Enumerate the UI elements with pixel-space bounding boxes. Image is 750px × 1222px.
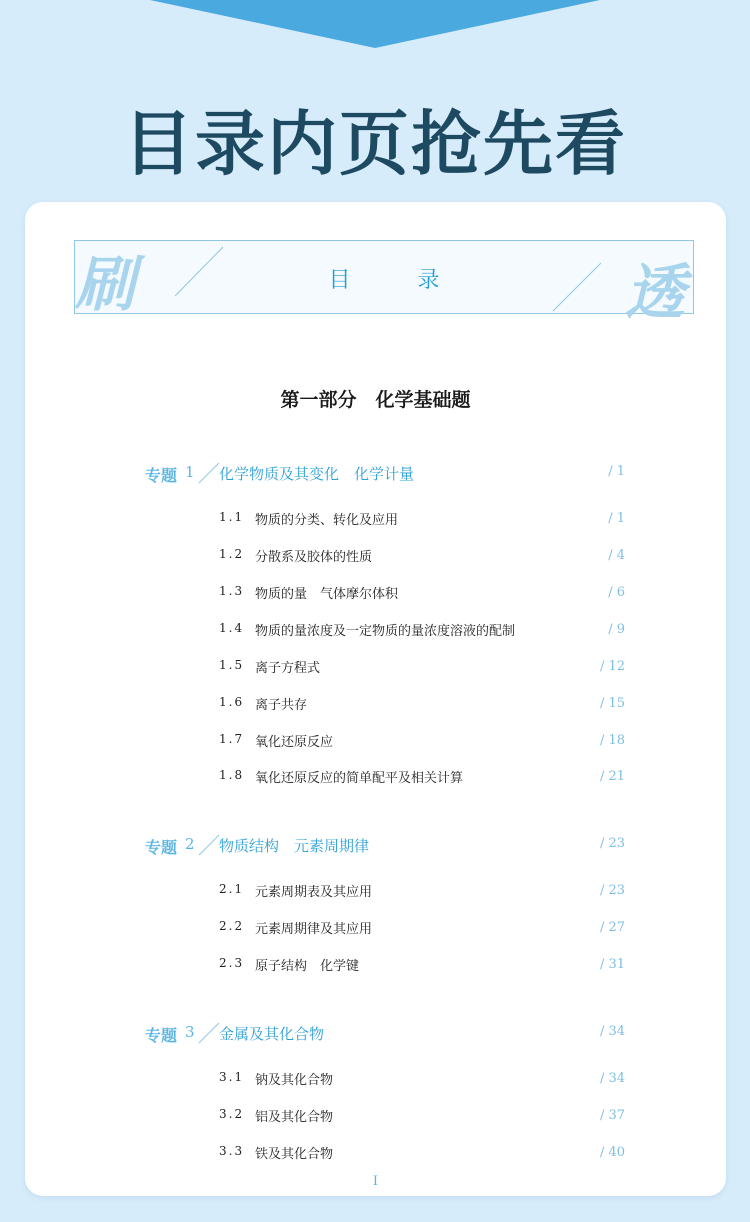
page-number: / 1 (608, 511, 625, 526)
part-title: 第一部分 化学基础题 (280, 389, 471, 411)
topic-number: 1 (185, 463, 195, 481)
topic-row[interactable] (145, 835, 625, 863)
page-number: / 4 (608, 548, 625, 563)
entry-number: 1.3 (219, 584, 245, 598)
toc-title: 目 录 (328, 268, 470, 293)
toc-entry[interactable] (219, 695, 625, 717)
entry-title: 铁及其化合物 (255, 1147, 334, 1162)
entry-number: 3.3 (219, 1144, 245, 1158)
hero-title: 目录内页抢先看 (123, 103, 627, 185)
toc-entry[interactable] (219, 732, 625, 754)
footer-page-number: I (372, 1174, 379, 1189)
calligraphy-right: 透 (625, 258, 685, 328)
entry-title: 元素周期律及其应用 (255, 922, 373, 937)
entry-title: 离子方程式 (255, 661, 321, 676)
topic-label: 专题 (145, 466, 178, 485)
calligraphy-left: 刷 (75, 250, 135, 320)
toc-header-box (74, 240, 694, 328)
toc-entry[interactable] (219, 510, 625, 532)
page-number: / 37 (599, 1108, 625, 1123)
entry-title: 氧化还原反应 (255, 735, 334, 750)
entry-number: 2.3 (219, 956, 245, 970)
topic-number: 2 (185, 835, 195, 853)
entry-number: 1.2 (219, 547, 245, 561)
page-number: / 18 (599, 733, 625, 748)
entry-title: 钠及其化合物 (255, 1073, 334, 1088)
entry-title: 氧化还原反应的简单配平及相关计算 (255, 771, 464, 786)
toc-entry[interactable] (219, 768, 625, 790)
toc-entry[interactable] (219, 956, 625, 978)
topic-title: 化学物质及其变化 化学计量 (219, 465, 415, 483)
toc-entry[interactable] (219, 658, 625, 680)
page-number: / 12 (599, 659, 625, 674)
entry-number: 3.2 (219, 1107, 245, 1121)
toc-entry[interactable] (219, 882, 625, 904)
entry-title: 原子结构 化学键 (255, 959, 360, 974)
page-number: / 34 (599, 1071, 625, 1086)
page-number: / 21 (599, 769, 625, 784)
slash-divider-icon (195, 831, 221, 857)
topic-label: 专题 (145, 1026, 178, 1045)
topic-title: 金属及其化合物 (219, 1025, 325, 1043)
toc-entry[interactable] (219, 1144, 625, 1166)
entry-title: 物质的量浓度及一定物质的量浓度溶液的配制 (255, 624, 516, 639)
entry-number: 2.1 (219, 882, 245, 896)
topic-number: 3 (185, 1023, 195, 1041)
toc-entry[interactable] (219, 547, 625, 569)
entry-number: 1.4 (219, 621, 245, 635)
page-number: / 6 (608, 585, 625, 600)
toc-entry[interactable] (219, 621, 625, 643)
top-banner (0, 0, 750, 52)
page-number: / 27 (599, 920, 625, 935)
toc-entry[interactable] (219, 1070, 625, 1092)
page-number: / 9 (608, 622, 625, 637)
toc-entry[interactable] (219, 1107, 625, 1129)
topic-title: 物质结构 元素周期律 (219, 837, 370, 855)
slash-divider-icon (195, 459, 221, 485)
entry-title: 分散系及胶体的性质 (255, 550, 373, 565)
entry-title: 离子共存 (255, 698, 308, 713)
topic-row[interactable] (145, 463, 625, 491)
entry-number: 3.1 (219, 1070, 245, 1084)
entry-title: 元素周期表及其应用 (255, 885, 373, 900)
toc-entry[interactable] (219, 919, 625, 941)
topic-row[interactable] (145, 1023, 625, 1051)
entry-number: 1.7 (219, 732, 245, 746)
entry-title: 物质的量 气体摩尔体积 (255, 587, 399, 602)
entry-title: 物质的分类、转化及应用 (255, 513, 399, 528)
toc-page-card (25, 202, 726, 1196)
topic-label: 专题 (145, 838, 178, 857)
toc-entry[interactable] (219, 584, 625, 606)
page-number: / 15 (599, 696, 625, 711)
page-number: / 31 (599, 957, 625, 972)
entry-number: 1.8 (219, 768, 245, 782)
entry-number: 1.1 (219, 510, 245, 524)
entry-title: 铝及其化合物 (255, 1110, 334, 1125)
page-number: / 23 (599, 883, 625, 898)
entry-number: 2.2 (219, 919, 245, 933)
page-number: / 23 (599, 836, 625, 851)
slash-divider-icon (195, 1019, 221, 1045)
page-number: / 1 (608, 464, 625, 479)
page-number: / 40 (599, 1145, 625, 1160)
page-number: / 34 (599, 1024, 625, 1039)
entry-number: 1.5 (219, 658, 245, 672)
entry-number: 1.6 (219, 695, 245, 709)
